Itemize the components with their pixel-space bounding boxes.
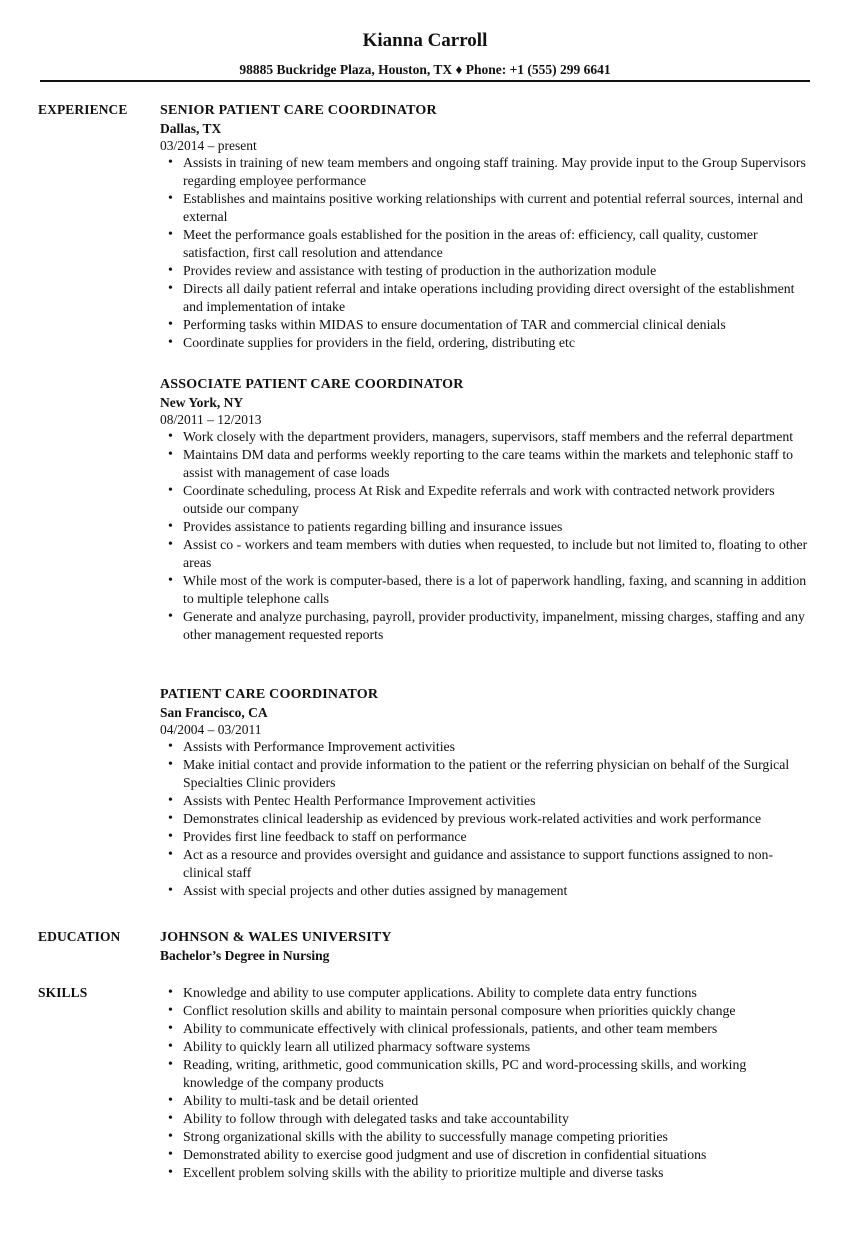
list-item: • Ability to follow through with delegated tasks and take accountability xyxy=(183,1110,810,1128)
list-item: • Maintains DM data and performs weekly reporting to the care teams within the markets and telephonic staff to assist with management of case loads xyxy=(183,446,810,482)
job-duties-list xyxy=(160,428,810,644)
job-duties-list xyxy=(160,738,810,900)
job-dates: 08/2011 – 12/2013 xyxy=(160,412,262,427)
list-item: • Make initial contact and provide information to the patient or the referring physician on behalf of the Surgical Specialties Clinic providers xyxy=(183,756,810,792)
contact-line: 98885 Buckridge Plaza, Houston, TX ♦ Phone: +1 (555) 299 6641 xyxy=(239,62,611,77)
list-item: • Meet the performance goals established for the position in the areas of: efficiency, call quality, customer satisfaction, first call resolution and attendance xyxy=(183,226,810,262)
list-item: • Provides first line feedback to staff on performance xyxy=(183,828,810,846)
list-item: • Ability to multi-task and be detail oriented xyxy=(183,1092,810,1110)
job-location: San Francisco, CA xyxy=(160,705,268,720)
list-item: • Conflict resolution skills and ability to maintain personal composure when priorities quickly change xyxy=(183,1002,810,1020)
job-title: SENIOR PATIENT CARE COORDINATOR xyxy=(160,103,437,118)
list-item: • Act as a resource and provides oversight and guidance and assistance to support functions assigned to non-clinical staff xyxy=(183,846,810,882)
list-item: • Demonstrates clinical leadership as evidenced by previous work-related activities and work performance xyxy=(183,810,810,828)
skills-entry xyxy=(160,984,810,1182)
list-item: • Assist with special projects and other duties assigned by management xyxy=(183,882,810,900)
job-entry xyxy=(160,376,810,644)
job-duties-list xyxy=(160,154,810,352)
job-location: Dallas, TX xyxy=(160,121,222,136)
list-item: • Strong organizational skills with the ability to successfully manage competing priorities xyxy=(183,1128,810,1146)
list-item: • Ability to quickly learn all utilized pharmacy software systems xyxy=(183,1038,810,1056)
list-item: • Coordinate supplies for providers in the field, ordering, distributing etc xyxy=(183,334,810,352)
job-title: ASSOCIATE PATIENT CARE COORDINATOR xyxy=(160,377,464,392)
degree-name: Bachelor’s Degree in Nursing xyxy=(160,948,330,963)
header-divider xyxy=(40,80,810,82)
list-item: • Coordinate scheduling, process At Risk and Expedite referrals and work with contracted network providers outside our company xyxy=(183,482,810,518)
resume-header xyxy=(40,30,810,79)
list-item: • Directs all daily patient referral and intake operations including providing direct oversight of the establishment and implementation of intake xyxy=(183,280,810,316)
experience-section-label: EXPERIENCE xyxy=(38,102,128,117)
list-item: • Assists in training of new team members and ongoing staff training. May provide input to the Group Supervisors regarding employee performance xyxy=(183,154,810,190)
list-item: • Knowledge and ability to use computer applications. Ability to complete data entry functions xyxy=(183,984,810,1002)
list-item: • Reading, writing, arithmetic, good communication skills, PC and word-processing skills, and working knowledge of the company products xyxy=(183,1056,810,1092)
list-item: • Provides assistance to patients regarding billing and insurance issues xyxy=(183,518,810,536)
list-item: • Ability to communicate effectively with clinical professionals, patients, and other team members xyxy=(183,1020,810,1038)
list-item: • Assist co - workers and team members with duties when requested, to include but not limited to, floating to other areas xyxy=(183,536,810,572)
education-entry xyxy=(160,928,810,965)
job-title: PATIENT CARE COORDINATOR xyxy=(160,687,379,702)
list-item: • Assists with Performance Improvement activities xyxy=(183,738,810,756)
list-item: • Generate and analyze purchasing, payroll, provider productivity, impanelment, missing charges, staffing and any other management requested reports xyxy=(183,608,810,644)
skills-list xyxy=(160,984,810,1182)
job-dates: 04/2004 – 03/2011 xyxy=(160,722,262,737)
candidate-name: Kianna Carroll xyxy=(362,30,488,51)
list-item: • Assists with Pentec Health Performance Improvement activities xyxy=(183,792,810,810)
education-section-label: EDUCATION xyxy=(38,929,121,944)
list-item: • While most of the work is computer-based, there is a lot of paperwork handling, faxing, and scanning in addition to multiple telephone calls xyxy=(183,572,810,608)
list-item: • Provides review and assistance with testing of production in the authorization module xyxy=(183,262,810,280)
list-item: • Demonstrated ability to exercise good judgment and use of discretion in confidential situations xyxy=(183,1146,810,1164)
job-location: New York, NY xyxy=(160,395,244,410)
list-item: • Establishes and maintains positive working relationships with current and potential referral sources, internal and external xyxy=(183,190,810,226)
school-name: JOHNSON & WALES UNIVERSITY xyxy=(160,930,392,945)
skills-section-label: SKILLS xyxy=(38,985,88,1000)
list-item: • Work closely with the department providers, managers, supervisors, staff members and the referral department xyxy=(183,428,810,446)
list-item: • Performing tasks within MIDAS to ensure documentation of TAR and commercial clinical denials xyxy=(183,316,810,334)
job-entry xyxy=(160,686,810,900)
list-item: • Excellent problem solving skills with the ability to prioritize multiple and diverse tasks xyxy=(183,1164,810,1182)
job-entry xyxy=(160,102,810,352)
job-dates: 03/2014 – present xyxy=(160,138,257,153)
